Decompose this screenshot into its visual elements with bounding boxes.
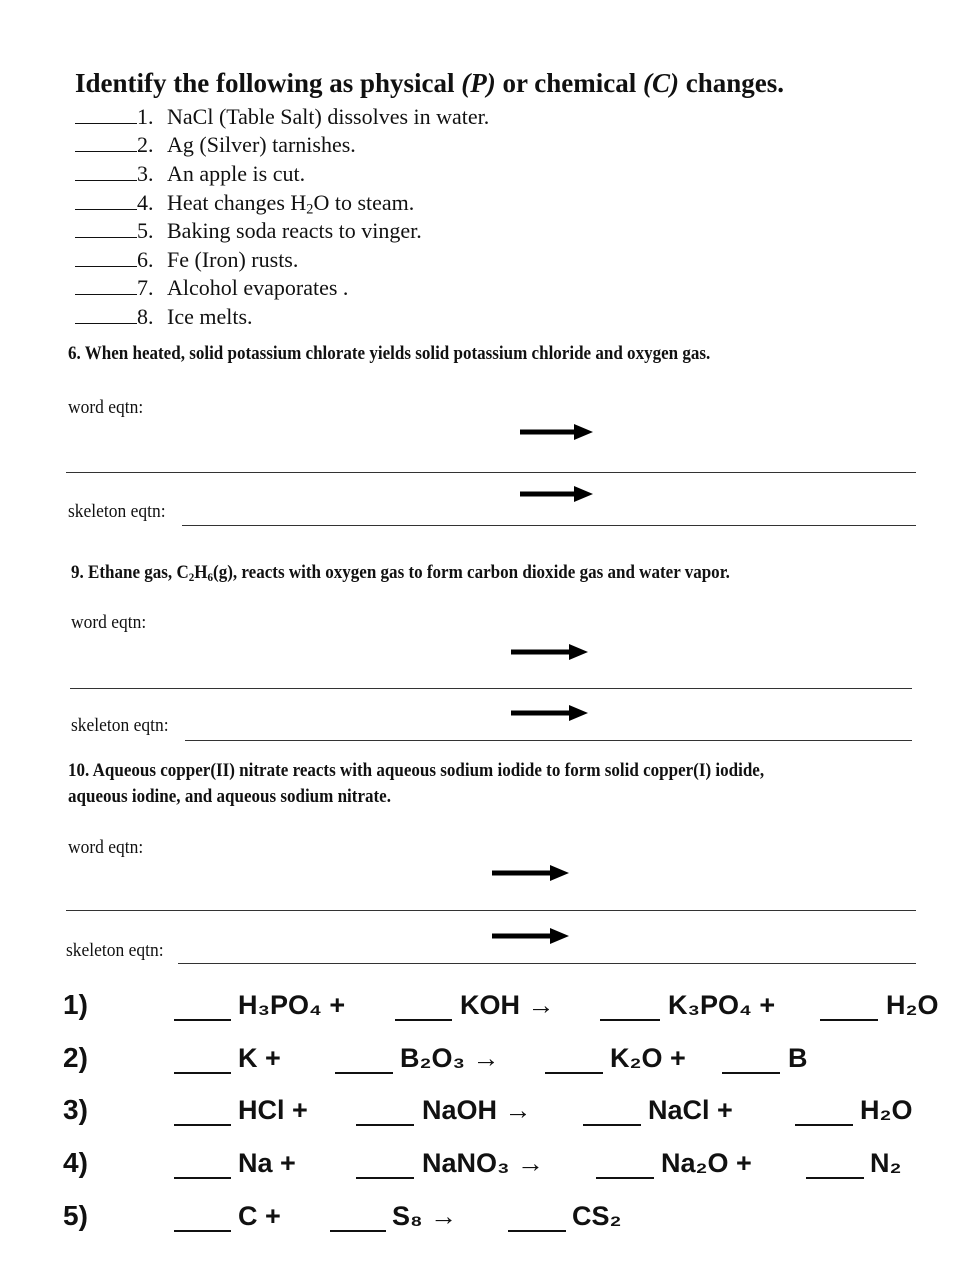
equation-number: 3): [63, 1094, 88, 1125]
answer-line[interactable]: [66, 472, 916, 473]
equation-term: K +: [238, 1043, 281, 1073]
answer-blank[interactable]: [75, 274, 137, 295]
coefficient-blank[interactable]: [356, 1124, 414, 1126]
equation-number: 2): [63, 1042, 88, 1073]
equation-term: C +: [238, 1201, 281, 1231]
equation-term: N₂: [870, 1148, 902, 1178]
word-eqtn-label: word eqtn:: [68, 837, 144, 858]
arrow-icon: [490, 863, 570, 883]
equation-term: K₃PO₄ +: [668, 990, 776, 1020]
coefficient-blank[interactable]: [174, 1230, 231, 1232]
coefficient-blank[interactable]: [795, 1124, 853, 1126]
equation-term: CS₂: [572, 1201, 622, 1231]
answer-line[interactable]: [66, 910, 916, 911]
arrow-icon: [490, 926, 570, 946]
coefficient-blank[interactable]: [596, 1177, 654, 1179]
coefficient-blank[interactable]: [722, 1072, 780, 1074]
coefficient-blank[interactable]: [174, 1124, 231, 1126]
word-eqtn-label: word eqtn:: [71, 612, 147, 633]
answer-blank[interactable]: [75, 246, 137, 267]
coefficient-blank[interactable]: [600, 1019, 660, 1021]
equation-term: B₂O₃ →: [400, 1043, 500, 1073]
answer-line[interactable]: [182, 525, 916, 526]
coefficient-blank[interactable]: [174, 1019, 231, 1021]
coefficient-blank[interactable]: [330, 1230, 386, 1232]
equation-term: KOH →: [460, 990, 555, 1020]
question-10-line2: aqueous iodine, and aqueous sodium nitrate.: [68, 787, 391, 807]
equation-term: HCl +: [238, 1095, 308, 1125]
coefficient-blank[interactable]: [806, 1177, 864, 1179]
change-item-3: 3. An apple is cut.: [75, 160, 305, 188]
equation-term: K₂O +: [610, 1043, 686, 1073]
equation-term: H₂O: [860, 1095, 913, 1125]
equation-number: 5): [63, 1200, 88, 1231]
equation-term: H₂O: [886, 990, 939, 1020]
equation-term: NaCl +: [648, 1095, 733, 1125]
change-item-8: 8. Ice melts.: [75, 303, 253, 331]
word-eqtn-label: word eqtn:: [68, 397, 144, 418]
equation-term: H₃PO₄ +: [238, 990, 346, 1020]
coefficient-blank[interactable]: [174, 1072, 231, 1074]
arrow-icon: [509, 703, 589, 723]
equation-number: 4): [63, 1147, 88, 1178]
question-10-line1: 10. Aqueous copper(II) nitrate reacts with aqueous sodium iodide to form solid copper(I) iodide,: [68, 761, 765, 781]
equation-term: S₈ →: [392, 1201, 458, 1231]
answer-blank[interactable]: [75, 131, 137, 152]
answer-blank[interactable]: [75, 103, 137, 124]
coefficient-blank[interactable]: [356, 1177, 414, 1179]
answer-line[interactable]: [185, 740, 912, 741]
coefficient-blank[interactable]: [395, 1019, 452, 1021]
equation-term: B: [788, 1043, 808, 1073]
equation-term: Na +: [238, 1148, 296, 1178]
coefficient-blank[interactable]: [545, 1072, 603, 1074]
change-item-4: 4. Heat changes $H_2O$ to steam.: [75, 189, 414, 217]
answer-blank[interactable]: [75, 217, 137, 238]
change-item-2: 2. Ag (Silver) tarnishes.: [75, 131, 356, 159]
answer-blank[interactable]: [75, 189, 137, 210]
coefficient-blank[interactable]: [820, 1019, 878, 1021]
change-item-1: 1. NaCl (Table Salt) dissolves in water.: [75, 103, 489, 131]
worksheet-title: Identify the following as physical (P) or chemical (C) changes.: [75, 68, 785, 98]
coefficient-blank[interactable]: [335, 1072, 393, 1074]
equation-term: NaOH →: [422, 1095, 532, 1125]
arrow-icon: [518, 422, 594, 442]
answer-blank[interactable]: [75, 303, 137, 324]
answer-line[interactable]: [178, 963, 916, 964]
equation-number: 1): [63, 989, 88, 1020]
change-item-6: 6. Fe (Iron) rusts.: [75, 246, 298, 274]
question-9: 9. Ethane gas, $C_2H_6(g)$, reacts with oxygen gas to form carbon dioxide gas and water vapor.: [71, 563, 730, 584]
coefficient-blank[interactable]: [508, 1230, 566, 1232]
change-item-7: 7. Alcohol evaporates .: [75, 274, 348, 302]
skeleton-eqtn-label: skeleton eqtn:: [66, 940, 164, 961]
skeleton-eqtn-label: skeleton eqtn:: [68, 501, 166, 522]
change-item-5: 5. Baking soda reacts to vinger.: [75, 217, 422, 245]
answer-blank[interactable]: [75, 160, 137, 181]
coefficient-blank[interactable]: [583, 1124, 641, 1126]
arrow-icon: [518, 484, 594, 504]
arrow-icon: [509, 642, 589, 662]
question-6: 6. When heated, solid potassium chlorate yields solid potassium chloride and oxygen gas.: [68, 344, 711, 364]
skeleton-eqtn-label: skeleton eqtn:: [71, 715, 169, 736]
coefficient-blank[interactable]: [174, 1177, 231, 1179]
equation-term: Na₂O +: [661, 1148, 752, 1178]
answer-line[interactable]: [70, 688, 912, 689]
equation-term: NaNO₃ →: [422, 1148, 545, 1178]
